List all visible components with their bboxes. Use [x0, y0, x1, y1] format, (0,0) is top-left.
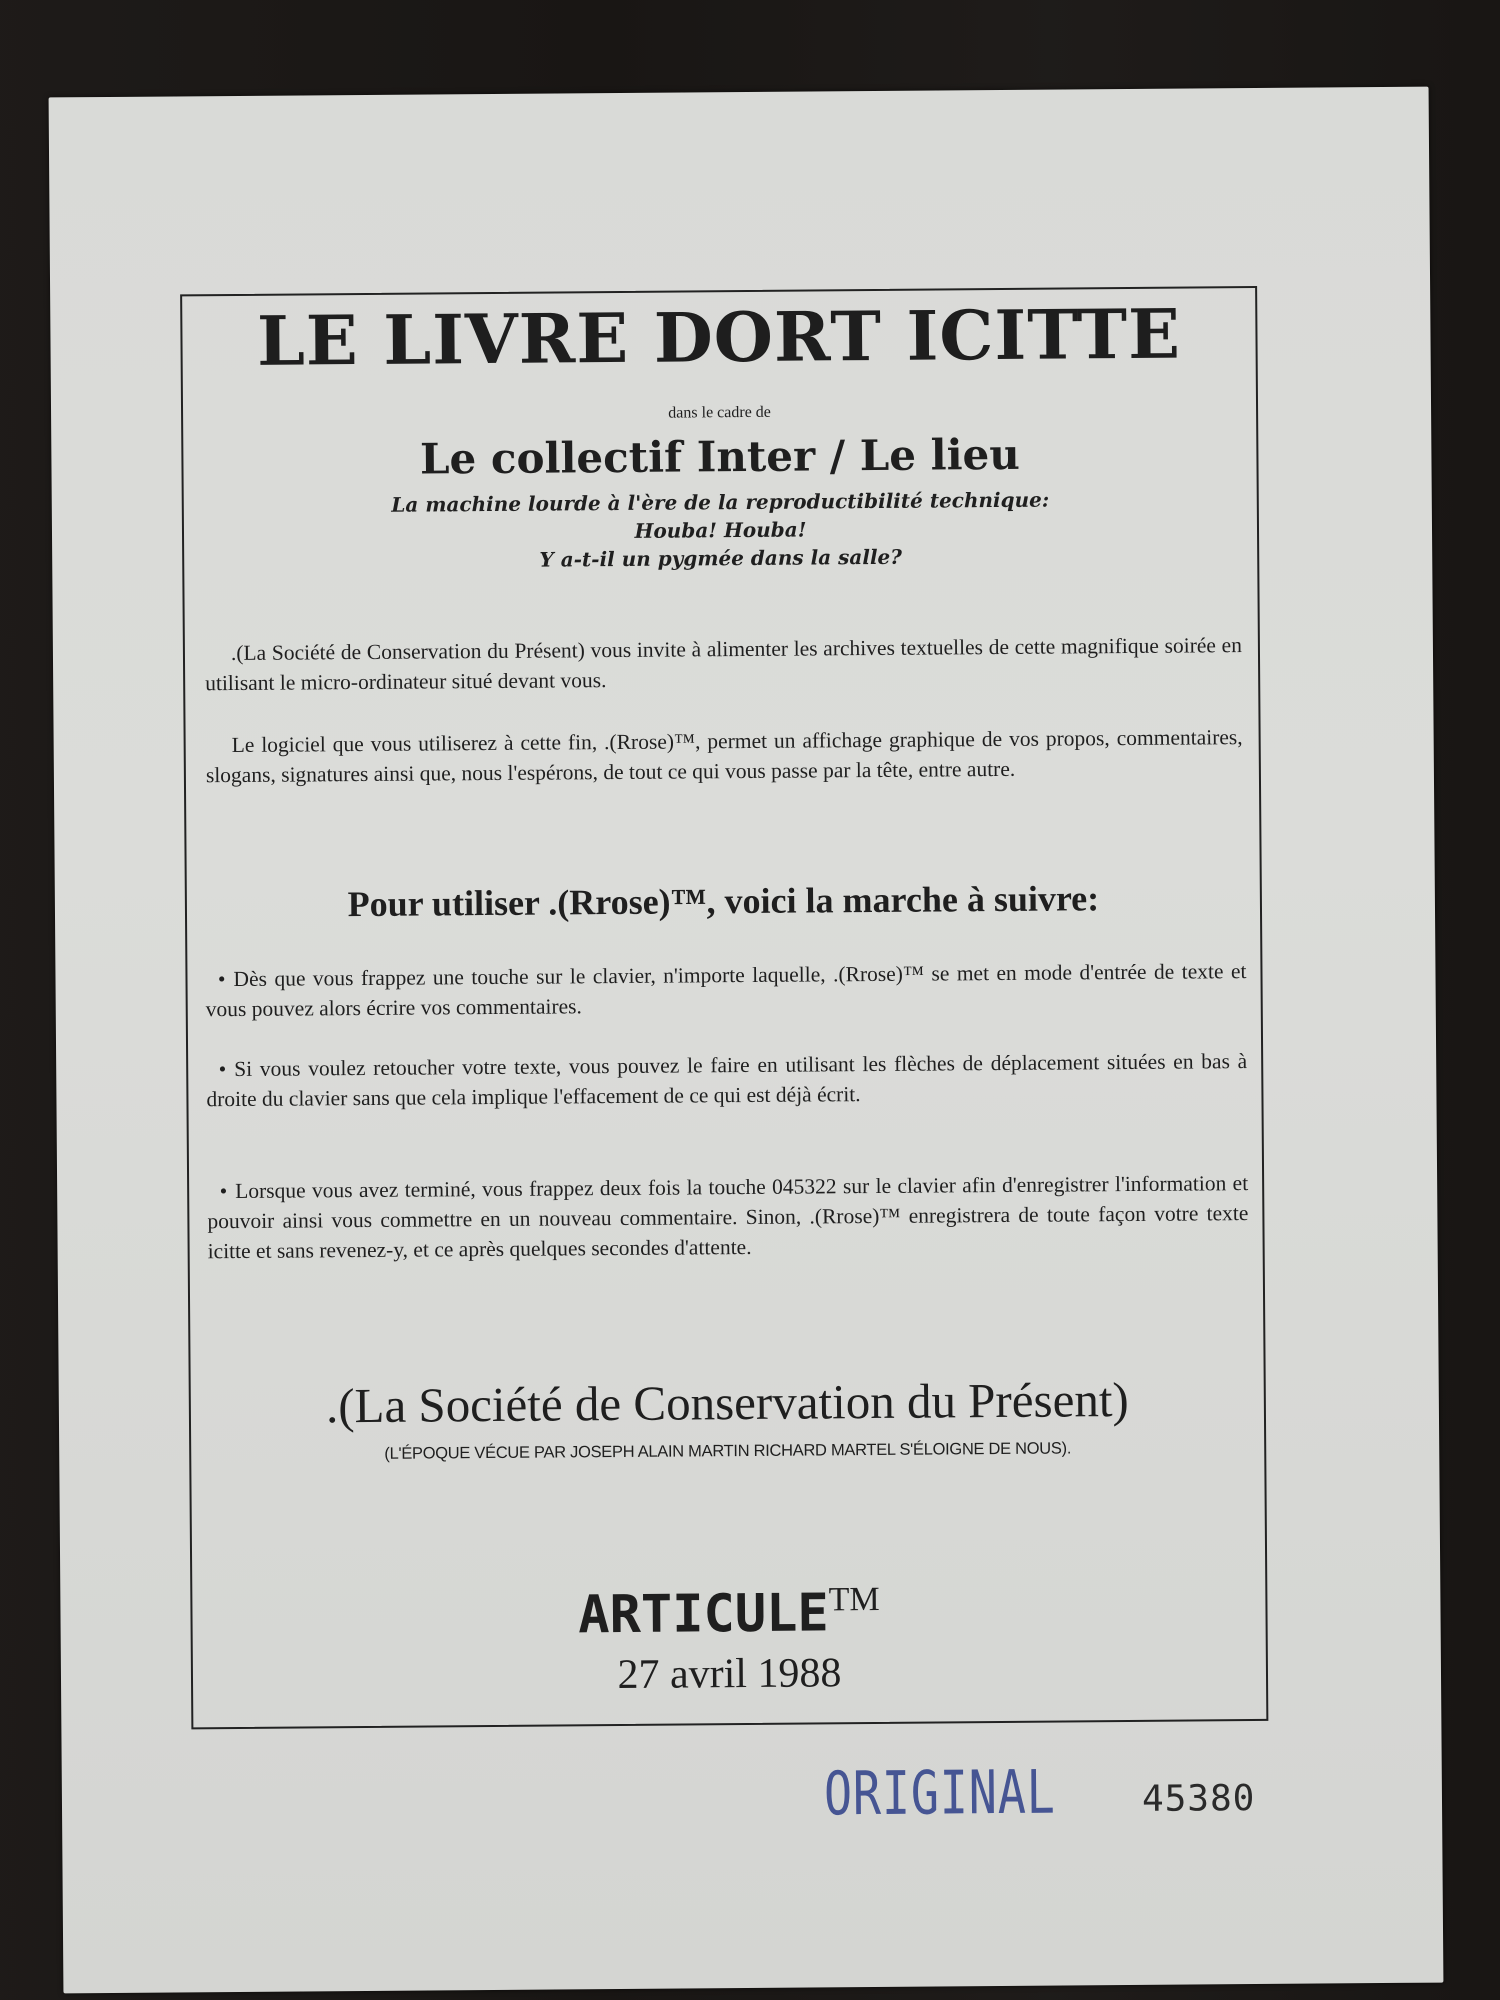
- tagline-line-1: La machine lourde à l'ère de la reproductibilité technique:: [391, 487, 1050, 517]
- tagline-line-2: Houba! Houba!: [634, 517, 807, 543]
- footer-brand: ARTICULE™: [578, 1580, 880, 1646]
- trademark-mark: TM: [828, 1580, 880, 1619]
- instruction-item-1: • Dès que vous frappez une touche sur le clavier, n'importe laquelle, .(Rrose)™ se met en mode d'entrée de texte et vous pouvez alors écrire vos commentaires.: [205, 959, 1247, 1022]
- society-subline: (L'ÉPOQUE VÉCUE PAR JOSEPH ALAIN MARTIN RICHARD MARTEL S'ÉLOIGNE DE NOUS).: [384, 1439, 1072, 1463]
- instruction-item-2: • Si vous voulez retoucher votre texte, vous pouvez le faire en utilisant les flèches de déplacement situées en bas à droite du clavier sans que cela implique l'effacement de ce qui est déjà écrit.: [206, 1049, 1248, 1112]
- intro-paragraph-2: Le logiciel que vous utiliserez à cette fin, .(Rrose)™, permet un affichage graphique de vos propos, commentaires, slogans, signatures ainsi que, nous l'espérons, de tout ce qui vous passe par la tête, entre autre.: [205, 725, 1243, 788]
- original-stamp: ORIGINAL: [823, 1757, 1056, 1830]
- tagline-line-3: Y a-t-il un pygmée dans la salle?: [539, 544, 903, 572]
- intro-paragraph-1: .(La Société de Conservation du Présent) vous invite à alimenter les archives textuelles de cette magnifique soirée en utilisant le micro-ordinateur situé devant vous.: [205, 633, 1243, 696]
- footer-date: 27 avril 1988: [617, 1650, 842, 1699]
- bullet-icon: •: [217, 967, 226, 992]
- document-title: LE LIVRE DORT ICITTE: [256, 294, 1182, 382]
- context-label: dans le cadre de: [668, 403, 771, 422]
- instruction-item-3: • Lorsque vous avez terminé, vous frappez deux fois la touche 045322 sur le clavier afin d'enregistrer l'information et pouvoir ainsi vous commettre en un nouveau commentaire. Sinon, .(Rrose)™ enregistrera de toute façon votre texte icitte et sans revenez-y, et ce après quelques secondes d'attente.: [207, 1171, 1249, 1264]
- bullet-icon: •: [218, 1057, 227, 1082]
- bullet-icon: •: [219, 1179, 228, 1204]
- bordered-content-frame: [180, 286, 1268, 1729]
- document-sheet: [49, 87, 1444, 1994]
- instructions-heading: Pour utiliser .(Rrose)™, voici la marche à suivre:: [347, 878, 1100, 925]
- document-subtitle: Le collectif Inter / Le lieu: [419, 429, 1020, 484]
- society-name: .(La Société de Conservation du Présent): [325, 1372, 1129, 1434]
- serial-number-stamp: 45380: [1141, 1778, 1256, 1820]
